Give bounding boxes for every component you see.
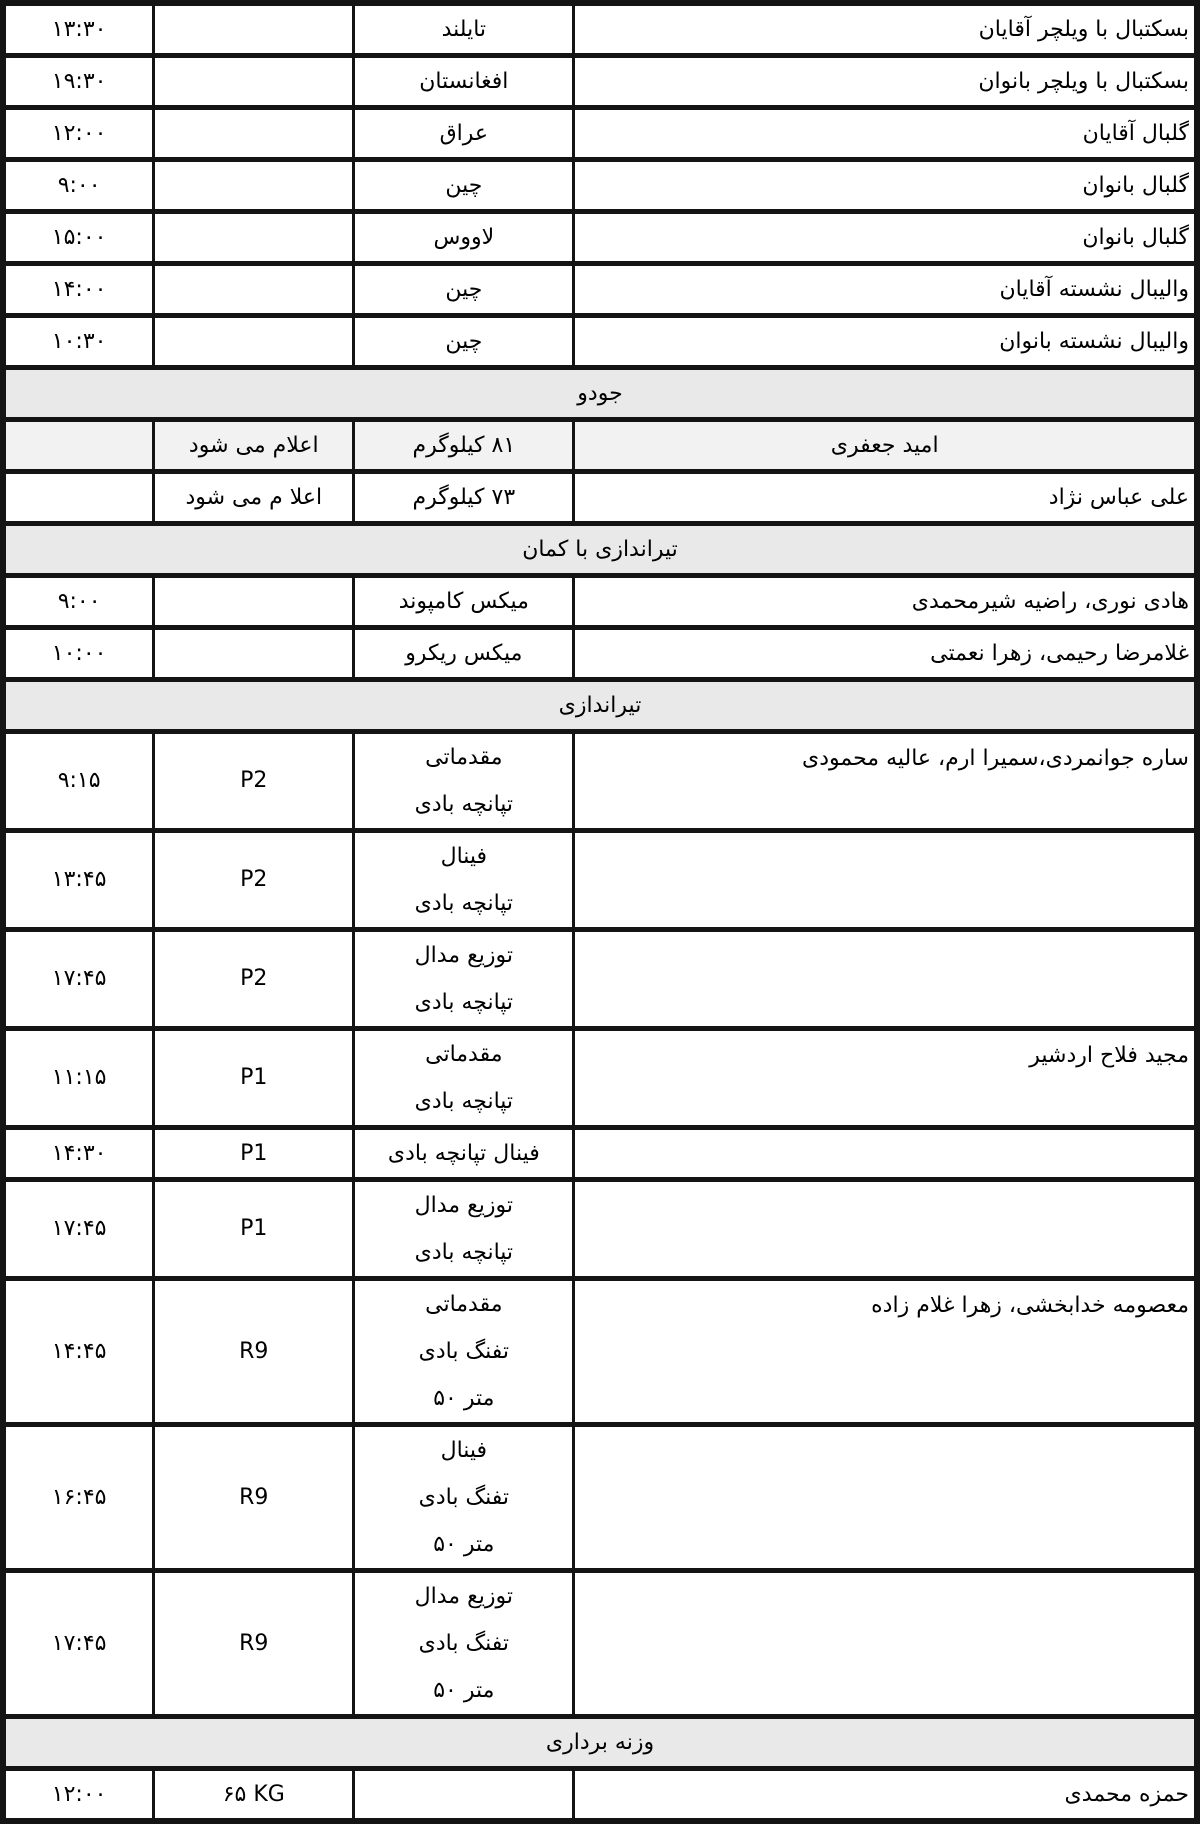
section-header-row: [3, 368, 1197, 420]
schedule-row: [3, 1279, 1197, 1425]
schedule-table-body: [3, 3, 1197, 1821]
event-line: افغانستان: [419, 69, 509, 94]
class-code-cell: [154, 108, 354, 160]
time-cell: ۱۷:۴۵: [3, 1180, 154, 1279]
event-line: میکس کامپوند: [398, 589, 529, 614]
event-cell: [354, 1180, 574, 1279]
class-code-cell: P2: [154, 831, 354, 930]
class-code-cell: اعلا م می شود: [154, 472, 354, 524]
athlete-name-cell: حمزه محمدی: [574, 1769, 1197, 1822]
class-code-cell: [154, 264, 354, 316]
event-line: تپانچه بادی: [414, 792, 514, 817]
time-cell: ۹:۱۵: [3, 732, 154, 831]
event-line: فینال تپانچه بادی: [387, 1141, 540, 1166]
event-cell: [354, 108, 574, 160]
event-cell: [354, 212, 574, 264]
class-code-cell: [154, 316, 354, 368]
event-cell: [354, 1128, 574, 1180]
athlete-name-cell: [574, 1571, 1197, 1717]
time-cell: ۱۰:۳۰: [3, 316, 154, 368]
event-line: تفنگ بادی: [418, 1339, 510, 1364]
event-line: فینال: [440, 1438, 488, 1463]
event-line: فینال: [440, 844, 488, 869]
event-line: عراق: [439, 121, 489, 146]
class-code-cell: R9: [154, 1279, 354, 1425]
athlete-name-cell: [574, 1425, 1197, 1571]
event-line: ۵۰ متر: [433, 1386, 495, 1411]
event-line: ۷۳ کیلوگرم: [412, 485, 516, 510]
class-code-cell: [154, 628, 354, 680]
time-cell: ۱۶:۴۵: [3, 1425, 154, 1571]
event-line: چین: [445, 277, 483, 302]
event-line: تپانچه بادی: [414, 891, 514, 916]
time-cell: ۱۰:۰۰: [3, 628, 154, 680]
class-code-cell: P2: [154, 930, 354, 1029]
event-line: مقدماتی: [425, 1042, 503, 1067]
section-title: تیراندازی با کمان: [3, 524, 1197, 576]
schedule-row: [3, 472, 1197, 524]
schedule-row: [3, 1128, 1197, 1180]
event-cell: [354, 1769, 574, 1822]
schedule-row: [3, 56, 1197, 108]
event-line: ۵۰ متر: [433, 1678, 495, 1703]
schedule-row: [3, 1425, 1197, 1571]
event-cell: [354, 628, 574, 680]
section-header-row: [3, 524, 1197, 576]
schedule-row: [3, 1180, 1197, 1279]
event-line: ۸۱ کیلوگرم: [412, 433, 516, 458]
time-cell: ۱۲:۰۰: [3, 1769, 154, 1822]
event-cell: [354, 576, 574, 628]
time-cell: ۱۱:۱۵: [3, 1029, 154, 1128]
time-cell: ۱۴:۳۰: [3, 1128, 154, 1180]
class-code-cell: P1: [154, 1128, 354, 1180]
time-cell: ۱۴:۴۵: [3, 1279, 154, 1425]
section-header-row: [3, 1717, 1197, 1769]
class-code-cell: ۶۵ KG: [154, 1769, 354, 1822]
athlete-name-cell: گلبال بانوان: [574, 160, 1197, 212]
athlete-name-cell: [574, 831, 1197, 930]
class-code-cell: P2: [154, 732, 354, 831]
time-cell: ۱۷:۴۵: [3, 930, 154, 1029]
athlete-name-cell: بسکتبال با ویلچر آقایان: [574, 3, 1197, 56]
section-title: وزنه برداری: [3, 1717, 1197, 1769]
class-code-cell: [154, 56, 354, 108]
event-line: توزیع مدال: [414, 943, 514, 968]
schedule-row: [3, 108, 1197, 160]
class-code-cell: P1: [154, 1180, 354, 1279]
time-cell: ۱۹:۳۰: [3, 56, 154, 108]
time-cell: [3, 420, 154, 472]
event-cell: [354, 420, 574, 472]
event-line: لاووس: [433, 225, 495, 250]
schedule-row: [3, 732, 1197, 831]
time-cell: ۱۲:۰۰: [3, 108, 154, 160]
athlete-name-cell: والیبال نشسته بانوان: [574, 316, 1197, 368]
section-title: جودو: [3, 368, 1197, 420]
athlete-name-cell: هادی نوری، راضیه شیرمحمدی: [574, 576, 1197, 628]
time-cell: ۹:۰۰: [3, 160, 154, 212]
class-code-cell: [154, 160, 354, 212]
schedule-row: [3, 1029, 1197, 1128]
time-cell: ۱۳:۳۰: [3, 3, 154, 56]
schedule-row: [3, 160, 1197, 212]
schedule-row: [3, 1571, 1197, 1717]
schedule-row: [3, 576, 1197, 628]
event-line: تپانچه بادی: [414, 1089, 514, 1114]
event-cell: [354, 1029, 574, 1128]
event-cell: [354, 831, 574, 930]
event-cell: [354, 316, 574, 368]
schedule-row: [3, 264, 1197, 316]
time-cell: ۱۷:۴۵: [3, 1571, 154, 1717]
athlete-name-cell: علی عباس نژاد: [574, 472, 1197, 524]
time-cell: ۹:۰۰: [3, 576, 154, 628]
event-line: تفنگ بادی: [418, 1485, 510, 1510]
athlete-name-cell: ساره جوانمردی،سمیرا ارم، عالیه محمودی: [574, 732, 1197, 831]
athlete-name-cell: غلامرضا رحیمی، زهرا نعمتی: [574, 628, 1197, 680]
class-code-cell: [154, 212, 354, 264]
athlete-name-cell: [574, 930, 1197, 1029]
event-cell: [354, 160, 574, 212]
schedule-row: [3, 3, 1197, 56]
class-code-cell: [154, 3, 354, 56]
event-cell: [354, 472, 574, 524]
class-code-cell: R9: [154, 1425, 354, 1571]
athlete-name-cell: [574, 1128, 1197, 1180]
class-code-cell: P1: [154, 1029, 354, 1128]
event-line: ۵۰ متر: [433, 1532, 495, 1557]
event-cell: [354, 3, 574, 56]
event-cell: [354, 1571, 574, 1717]
schedule-row: [3, 1769, 1197, 1822]
event-cell: [354, 264, 574, 316]
event-line: تپانچه بادی: [414, 1240, 514, 1265]
athlete-name-cell: گلبال آقایان: [574, 108, 1197, 160]
schedule-row: [3, 212, 1197, 264]
event-line: مقدماتی: [425, 1292, 503, 1317]
event-line: تایلند: [441, 17, 487, 42]
event-cell: [354, 1425, 574, 1571]
event-cell: [354, 56, 574, 108]
athlete-name-cell: گلبال بانوان: [574, 212, 1197, 264]
time-cell: ۱۳:۴۵: [3, 831, 154, 930]
time-cell: [3, 472, 154, 524]
schedule-row: [3, 628, 1197, 680]
section-header-row: [3, 680, 1197, 732]
event-line: چین: [445, 329, 483, 354]
event-cell: [354, 1279, 574, 1425]
event-line: تپانچه بادی: [414, 990, 514, 1015]
class-code-cell: اعلام می شود: [154, 420, 354, 472]
event-line: تفنگ بادی: [418, 1631, 510, 1656]
event-cell: [354, 732, 574, 831]
time-cell: ۱۵:۰۰: [3, 212, 154, 264]
time-cell: ۱۴:۰۰: [3, 264, 154, 316]
schedule-row: [3, 316, 1197, 368]
section-title: تیراندازی: [3, 680, 1197, 732]
athlete-name-cell: بسکتبال با ویلچر بانوان: [574, 56, 1197, 108]
schedule-row: [3, 831, 1197, 930]
event-line: مقدماتی: [425, 745, 503, 770]
event-line: توزیع مدال: [414, 1584, 514, 1609]
class-code-cell: [154, 576, 354, 628]
athlete-name-cell: [574, 1180, 1197, 1279]
event-line: توزیع مدال: [414, 1193, 514, 1218]
athlete-name-cell: مجید فلاح اردشیر: [574, 1029, 1197, 1128]
event-line: میکس ریکرو: [405, 641, 523, 666]
athlete-name-cell: امید جعفری: [574, 420, 1197, 472]
athlete-name-cell: والیبال نشسته آقایان: [574, 264, 1197, 316]
class-code-cell: R9: [154, 1571, 354, 1717]
event-cell: [354, 930, 574, 1029]
schedule-row: [3, 420, 1197, 472]
event-line: چین: [445, 173, 483, 198]
schedule-row: [3, 930, 1197, 1029]
athlete-name-cell: معصومه خدابخشی، زهرا غلام زاده: [574, 1279, 1197, 1425]
